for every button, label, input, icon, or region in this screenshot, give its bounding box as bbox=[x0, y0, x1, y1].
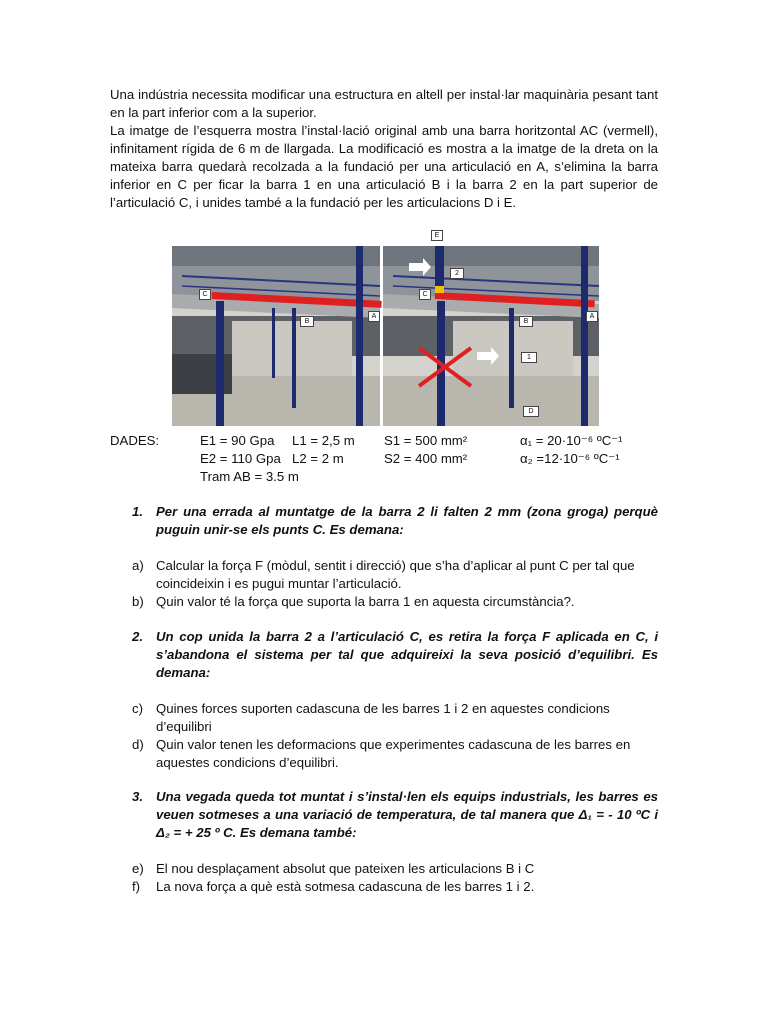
question-2c bbox=[110, 700, 658, 736]
question-1a-text: Calcular la força F (mòdul, sentit i direcció) que s’ha d’aplicar al punt C per tal que coincideixin i es pugui muntar l’articulació. bbox=[156, 558, 635, 591]
question-3f-text: La nova força a què està sotmesa cadascuna de les barres 1 i 2. bbox=[156, 879, 535, 894]
question-3-block bbox=[110, 788, 658, 896]
data-l1: L1 = 2,5 m bbox=[292, 433, 355, 448]
label-bar-1: 1 bbox=[521, 352, 537, 363]
label-e: E bbox=[431, 230, 443, 241]
question-1b-number: b) bbox=[132, 594, 144, 609]
data-alpha2: α₂ =12·10⁻⁶ ºC⁻¹ bbox=[520, 451, 620, 466]
question-2d-number: d) bbox=[132, 737, 144, 752]
label-c-right: C bbox=[419, 289, 431, 300]
label-b-right: B bbox=[519, 316, 533, 327]
question-2-text: Un cop unida la barra 2 a l’articulació C, es retira la força F aplicada en C, i s’abandona el sistema per tal que adquireixi la seva posició d’equilibri. Es demana: bbox=[156, 629, 658, 680]
question-2-heading bbox=[110, 628, 658, 682]
question-3-number: 3. bbox=[132, 789, 143, 804]
structure-figure bbox=[172, 232, 599, 426]
question-1a bbox=[110, 557, 658, 593]
label-a-right: A bbox=[586, 311, 598, 322]
question-2c-number: c) bbox=[132, 701, 143, 716]
question-3e bbox=[110, 860, 658, 878]
question-2c-text: Quines forces suporten cadascuna de les barres 1 i 2 en aquestes condicions d’equilibri bbox=[156, 701, 610, 734]
intro-paragraph-2: La imatge de l’esquerra mostra l’instal·lació original amb una barra horitzontal AC (vermell), infinitament rígida de 6 m de llargada. La modificació es mostra a la imatge de la dreta on la mateixa barra quedarà recolzada a la fundació per una articulació en A, s’elimina la barra inferior en C per ficar la barra 1 en una articulació B i la barra 2 en la part superior de l’articulació C, i unides també a la fundació per les articulacions D i E. bbox=[110, 123, 658, 210]
intro-paragraph-1: Una indústria necessita modificar una estructura en altell per instal·lar maquinària pesant tant en la part inferior com a la superior. bbox=[110, 87, 658, 120]
question-2d-text: Quin valor tenen les deformacions que experimentes cadascuna de les barres en aquestes condicions d’equilibri. bbox=[156, 737, 631, 770]
label-c-left: C bbox=[199, 289, 211, 300]
label-bar-2: 2 bbox=[450, 268, 464, 279]
question-1-block bbox=[110, 503, 658, 611]
data-label: DADES: bbox=[110, 433, 160, 448]
question-3e-number: e) bbox=[132, 861, 144, 876]
question-2d bbox=[110, 736, 658, 772]
question-2-block bbox=[110, 628, 658, 772]
question-1b bbox=[110, 593, 658, 611]
data-e2: E2 = 110 Gpa bbox=[200, 451, 281, 466]
question-3f-number: f) bbox=[132, 879, 141, 894]
photo-modified-structure bbox=[383, 232, 599, 426]
question-1-heading bbox=[110, 503, 658, 539]
data-l2: L2 = 2 m bbox=[292, 451, 344, 466]
label-d: D bbox=[523, 406, 539, 417]
photo-original-structure bbox=[172, 246, 380, 426]
question-3-text: Una vegada queda tot muntat i s’instal·len els equips industrials, les barres es veuen sotmeses a una variació de temperatura, de tal manera que Δ₁ = - 10 ºC i Δ₂ = + 25 º C. Es demana també: bbox=[156, 789, 658, 840]
question-1a-number: a) bbox=[132, 558, 144, 573]
question-1-number: 1. bbox=[132, 504, 143, 519]
data-s1: S1 = 500 mm² bbox=[384, 433, 468, 448]
question-3f bbox=[110, 878, 658, 896]
label-b-left: B bbox=[300, 316, 314, 327]
data-s2: S2 = 400 mm² bbox=[384, 451, 468, 466]
intro-text bbox=[110, 86, 658, 212]
data-alpha1: α₁ = 20·10⁻⁶ ºC⁻¹ bbox=[520, 433, 623, 448]
data-tram-ab: Tram AB = 3.5 m bbox=[200, 469, 299, 484]
label-a-left: A bbox=[368, 311, 380, 322]
question-3-heading bbox=[110, 788, 658, 842]
question-1-text: Per una errada al muntatge de la barra 2 li falten 2 mm (zona groga) perquè puguin unir-se els punts C. Es demana: bbox=[156, 504, 658, 537]
question-1b-text: Quin valor té la força que suporta la barra 1 en aquesta circumstància?. bbox=[156, 594, 575, 609]
data-e1: E1 = 90 Gpa bbox=[200, 433, 275, 448]
question-2-number: 2. bbox=[132, 629, 143, 644]
question-3e-text: El nou desplaçament absolut que pateixen les articulacions B i C bbox=[156, 861, 535, 876]
